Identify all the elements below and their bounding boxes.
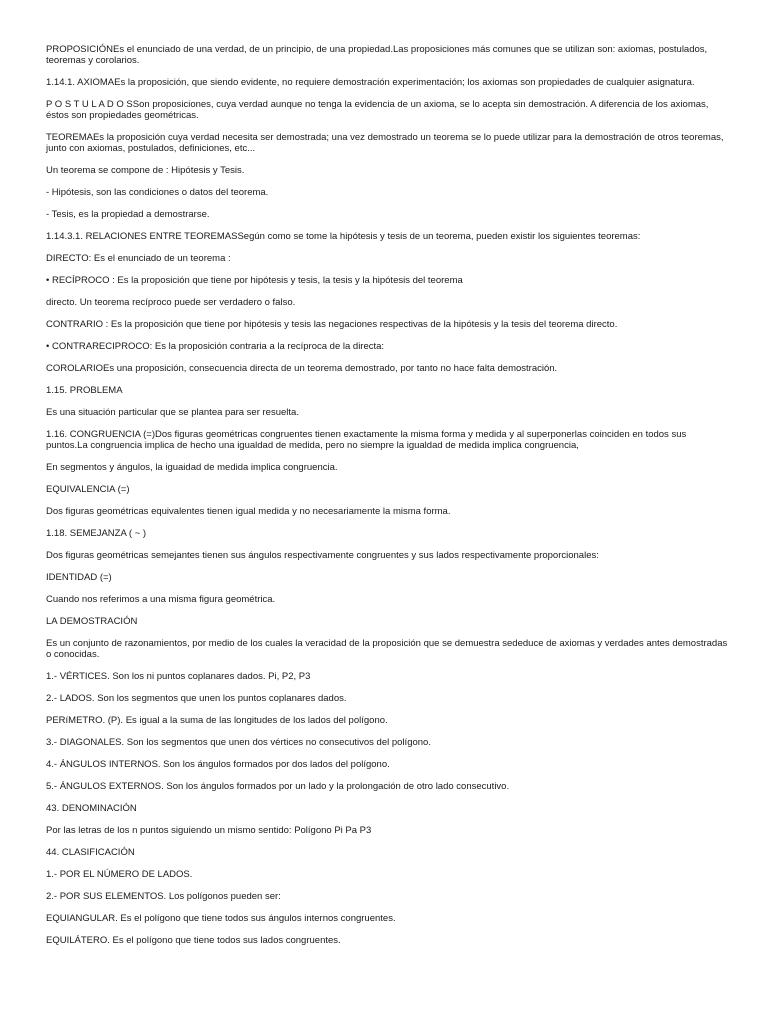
- paragraph-reciproco: • RECÍPROCO : Es la proposición que tiene por hipótesis y tesis, la tesis y la hipótesis del teorema: [46, 275, 463, 286]
- paragraph-por-elementos: 2.- POR SUS ELEMENTOS. Los polígonos pueden ser:: [46, 891, 281, 902]
- paragraph-problema: Es una situación particular que se plantea para ser resuelta.: [46, 407, 299, 418]
- paragraph-contrario: CONTRARIO : Es la proposición que tiene por hipótesis y tesis las negaciones respectivas de la hipótesis y la tesis del teorema directo.: [46, 319, 618, 330]
- heading-clasificacion: 44. CLASIFICACIÓN: [46, 847, 135, 858]
- heading-semejanza: 1.18. SEMEJANZA ( ~ ): [46, 528, 147, 539]
- paragraph-corolario: COROLARIOEs una proposición, consecuencia directa de un teorema demostrado, por tanto no hace falta demostración.: [46, 363, 558, 374]
- paragraph-equiangular: EQUIANGULAR. Es el polígono que tiene todos sus ángulos internos congruentes.: [46, 913, 396, 924]
- paragraph-demostracion: Es un conjunto de razonamientos, por medio de los cuales la veracidad de la proposición que se demuestra sededuce de axiomas y verdades antes demostradas o conocidas.: [46, 638, 728, 660]
- paragraph-directo: DIRECTO: Es el enunciado de un teorema :: [46, 253, 231, 264]
- paragraph-perimetro: PERíMETRO. (P). Es igual a la suma de las longitudes de los lados del polígono.: [46, 715, 388, 726]
- paragraph-reciproco-cont: directo. Un teorema recíproco puede ser verdadero o falso.: [46, 297, 296, 308]
- paragraph-segmentos-angulos: En segmentos y ángulos, la iguaidad de medida implica congruencia.: [46, 462, 338, 473]
- paragraph-identidad: Cuando nos referimos a una misma figura geométrica.: [46, 594, 276, 605]
- heading-problema: 1.15. PROBLEMA: [46, 385, 123, 396]
- paragraph-proposicion: PROPOSICIÓNEs el enunciado de una verdad, de un principio, de una propiedad.Las proposiciones más comunes que se utilizan son: axiomas, postulados, teoremas y corolarios.: [46, 44, 708, 66]
- document-body: [46, 44, 730, 957]
- paragraph-axioma: 1.14.1. AXIOMAEs la proposición, que siendo evidente, no requiere demostración experimentación; los axiomas son propiedades de cualquier asignatura.: [46, 77, 695, 88]
- heading-identidad: IDENTIDAD (=): [46, 572, 112, 583]
- paragraph-congruencia: 1.16. CONGRUENCIA (=)Dos figuras geométricas congruentes tienen exactamente la misma forma y medida y al superponerlas coinciden en todos sus puntos.La congruencia implica de hecho una igualdad de medida, pero no siempre la igualdad de medida implica congruencia,: [46, 429, 687, 451]
- paragraph-semejanza: Dos figuras geométricas semejantes tienen sus ángulos respectivamente congruentes y sus lados respectivamente proporcionales:: [46, 550, 599, 561]
- paragraph-denominacion: Por las letras de los n puntos siguiendo un mismo sentido: Polígono Pi Pa P3: [46, 825, 372, 836]
- paragraph-numero-lados: 1.- POR EL NÚMERO DE LADOS.: [46, 869, 193, 880]
- paragraph-teorema: TEOREMAEs la proposición cuya verdad necesita ser demostrada; una vez demostrado un teorema se lo puede utilizar para la demostración de otros teoremas, junto con axiomas, postulados, definiciones, etc...: [46, 132, 724, 154]
- paragraph-angulos-externos: 5.- ÁNGULOS EXTERNOS. Son los ángulos formados por un lado y la prolongación de otro lado consecutivo.: [46, 781, 510, 792]
- paragraph-equivalencia: Dos figuras geométricas equivalentes tienen igual medida y no necesariamente la misma forma.: [46, 506, 451, 517]
- paragraph-diagonales: 3.- DIAGONALES. Son los segmentos que unen dos vértices no consecutivos del polígono.: [46, 737, 431, 748]
- paragraph-relaciones-teoremas: 1.14.3.1. RELACIONES ENTRE TEOREMASSegún como se tome la hipótesis y tesis de un teorema, pueden existir los siguientes teoremas:: [46, 231, 641, 242]
- paragraph-postulados: P O S T U L A D O SSon proposiciones, cuya verdad aunque no tenga la evidencia de un axioma, se lo acepta sin demostración. A diferencia de los axiomas, éstos son propiedades geométricas.: [46, 99, 709, 121]
- paragraph-contrareciproco: • CONTRARECIPROCO: Es la proposición contraria a la recíproca de la directa:: [46, 341, 385, 352]
- paragraph-hipotesis: - Hipótesis, son las condiciones o datos del teorema.: [46, 187, 269, 198]
- heading-demostracion: LA DEMOSTRACIÓN: [46, 616, 138, 627]
- paragraph-tesis: - Tesis, es la propiedad a demostrarse.: [46, 209, 210, 220]
- paragraph-teorema-partes: Un teorema se compone de : Hipótesis y Tesis.: [46, 165, 245, 176]
- paragraph-angulos-internos: 4.- ÁNGULOS INTERNOS. Son los ángulos formados por dos lados del polígono.: [46, 759, 390, 770]
- paragraph-equilatero: EQUILÁTERO. Es el polígono que tiene todos sus lados congruentes.: [46, 935, 341, 946]
- paragraph-vertices: 1.- VÉRTICES. Son los ni puntos coplanares dados. Pi, P2, P3: [46, 671, 311, 682]
- heading-denominacion: 43. DENOMINACIÓN: [46, 803, 137, 814]
- heading-equivalencia: EQUIVALENCIA (=): [46, 484, 130, 495]
- paragraph-lados: 2.- LADOS. Son los segmentos que unen los puntos coplanares dados.: [46, 693, 347, 704]
